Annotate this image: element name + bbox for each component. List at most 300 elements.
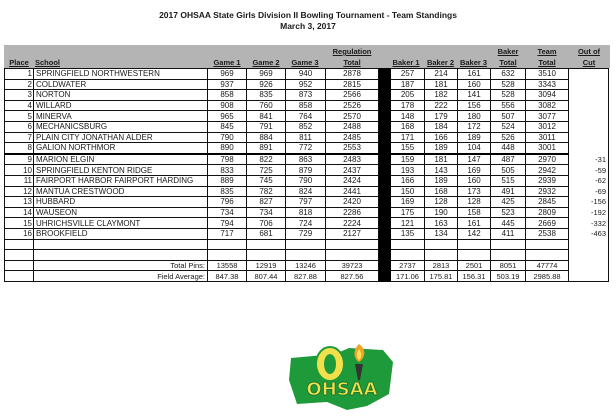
totals-label: Total Pins: — [34, 260, 208, 271]
g3-cell: 811 — [286, 132, 326, 143]
g1-cell: 13558 — [208, 260, 247, 271]
g1-cell: 969 — [208, 69, 247, 80]
team-cell: 3343 — [526, 79, 569, 90]
bt-cell: 632 — [491, 69, 526, 80]
b2-cell: 181 — [425, 79, 458, 90]
out-of-cut-cell — [569, 250, 609, 261]
divider — [379, 175, 391, 186]
g1-cell: 845 — [208, 121, 247, 132]
school-cell: COLDWATER — [34, 79, 208, 90]
b3-cell: 160 — [458, 175, 491, 186]
divider — [379, 121, 391, 132]
g1-cell: 937 — [208, 79, 247, 90]
b3-cell: 104 — [458, 143, 491, 154]
team-cell — [526, 239, 569, 250]
out-of-cut-cell: -156 — [590, 197, 606, 207]
averages-row — [5, 271, 609, 282]
bt-cell: 445 — [491, 218, 526, 229]
b2-cell: 134 — [425, 228, 458, 239]
bt-cell: 8051 — [491, 260, 526, 271]
b1-cell: 150 — [391, 186, 425, 197]
out-of-cut-cell — [569, 260, 609, 271]
team-cell: 2939 — [526, 175, 569, 186]
g3-cell: 818 — [286, 207, 326, 218]
svg-text:OHSAA: OHSAA — [306, 379, 378, 400]
place-cell: 11 — [5, 175, 34, 186]
place-cell — [5, 239, 34, 250]
b1-cell: 166 — [391, 175, 425, 186]
col-header-baker-total-l1: Baker — [497, 47, 519, 56]
b1-cell: 187 — [391, 79, 425, 90]
b1-cell: 148 — [391, 111, 425, 122]
divider — [379, 79, 391, 90]
b3-cell: 161 — [458, 69, 491, 80]
team-cell: 3094 — [526, 90, 569, 101]
b1-cell — [391, 250, 425, 261]
g3-cell: 873 — [286, 90, 326, 101]
b3-cell: 161 — [458, 218, 491, 229]
bt-cell — [491, 250, 526, 261]
col-header-baker2: Baker 2 — [426, 58, 455, 67]
col-header-place: Place — [9, 58, 29, 67]
g3-cell: 824 — [286, 186, 326, 197]
bt-cell: 503.19 — [491, 271, 526, 282]
g1-cell — [208, 239, 247, 250]
g2-cell: 725 — [247, 165, 286, 176]
g3-cell: 797 — [286, 197, 326, 208]
school-cell: GALION NORTHMOR — [34, 143, 208, 154]
g1-cell: 796 — [208, 197, 247, 208]
b2-cell: 143 — [425, 165, 458, 176]
b1-cell: 171 — [391, 132, 425, 143]
reg-cell: 2420 — [326, 197, 379, 208]
divider — [379, 132, 391, 143]
out-of-cut-cell: -69 — [595, 186, 606, 196]
out-of-cut-cell: -62 — [595, 176, 606, 186]
bt-cell: 515 — [491, 175, 526, 186]
team-cell: 3510 — [526, 69, 569, 80]
g2-cell: 706 — [247, 218, 286, 229]
g2-cell: 827 — [247, 197, 286, 208]
reg-cell: 2488 — [326, 121, 379, 132]
g2-cell: 926 — [247, 79, 286, 90]
team-cell: 47774 — [526, 260, 569, 271]
b2-cell: 181 — [425, 154, 458, 165]
b1-cell: 169 — [391, 197, 425, 208]
out-of-cut-cell: -59 — [595, 165, 606, 175]
b2-cell: 190 — [425, 207, 458, 218]
b2-cell: 168 — [425, 186, 458, 197]
place-cell: 1 — [5, 69, 34, 80]
b3-cell: 173 — [458, 186, 491, 197]
b1-cell: 159 — [391, 154, 425, 165]
b3-cell: 128 — [458, 197, 491, 208]
bt-cell: 528 — [491, 79, 526, 90]
place-cell: 13 — [5, 197, 34, 208]
bt-cell: 505 — [491, 165, 526, 176]
b3-cell: 156 — [458, 100, 491, 111]
reg-cell: 2437 — [326, 165, 379, 176]
g2-cell: 822 — [247, 154, 286, 165]
bt-cell: 491 — [491, 186, 526, 197]
table-row — [5, 228, 609, 239]
table-row — [5, 79, 609, 90]
col-header-game3: Game 3 — [291, 58, 319, 67]
col-header-baker1: Baker 1 — [392, 58, 420, 67]
g1-cell: 965 — [208, 111, 247, 122]
standings-table — [4, 68, 609, 282]
bt-cell: 556 — [491, 100, 526, 111]
bt-cell — [491, 239, 526, 250]
g2-cell: 681 — [247, 228, 286, 239]
page-date: March 3, 2017 — [280, 21, 336, 31]
g3-cell: 852 — [286, 121, 326, 132]
g1-cell: 889 — [208, 175, 247, 186]
b1-cell: 2737 — [391, 260, 425, 271]
g3-cell — [286, 239, 326, 250]
b2-cell: 179 — [425, 111, 458, 122]
divider — [379, 239, 391, 250]
b1-cell: 155 — [391, 143, 425, 154]
place-cell: 14 — [5, 207, 34, 218]
g3-cell — [286, 250, 326, 261]
school-cell: SPRINGFIELD KENTON RIDGE — [34, 165, 208, 176]
g2-cell: 791 — [247, 121, 286, 132]
out-of-cut-cell — [569, 121, 609, 132]
school-cell: HUBBARD — [34, 197, 208, 208]
bt-cell: 507 — [491, 111, 526, 122]
col-header-game1: Game 1 — [213, 58, 241, 67]
table-row — [5, 165, 609, 176]
reg-cell: 2485 — [326, 132, 379, 143]
g1-cell: 790 — [208, 132, 247, 143]
out-of-cut-cell — [569, 111, 609, 122]
out-of-cut-cell — [569, 271, 609, 282]
team-cell: 3077 — [526, 111, 569, 122]
team-cell: 2669 — [526, 218, 569, 229]
g3-cell: 729 — [286, 228, 326, 239]
b3-cell: 142 — [458, 228, 491, 239]
g3-cell: 863 — [286, 154, 326, 165]
place-cell: 2 — [5, 79, 34, 90]
reg-cell: 2566 — [326, 90, 379, 101]
school-cell: SPRINGFIELD NORTHWESTERN — [34, 69, 208, 80]
place-cell — [5, 250, 34, 261]
table-row — [5, 143, 609, 154]
page-title: 2017 OHSAA State Girls Division II Bowling Tournament - Team Standings — [159, 10, 457, 20]
school-cell — [34, 250, 208, 261]
divider — [379, 100, 391, 111]
table-row — [5, 132, 609, 143]
blank-row — [5, 250, 609, 261]
b3-cell: 158 — [458, 207, 491, 218]
g2-cell: 12919 — [247, 260, 286, 271]
b3-cell: 172 — [458, 121, 491, 132]
place-cell: 15 — [5, 218, 34, 229]
g1-cell: 794 — [208, 218, 247, 229]
school-cell: PLAIN CITY JONATHAN ALDER — [34, 132, 208, 143]
divider — [379, 165, 391, 176]
g3-cell: 772 — [286, 143, 326, 154]
b2-cell: 166 — [425, 132, 458, 143]
b2-cell: 214 — [425, 69, 458, 80]
reg-cell: 2424 — [326, 175, 379, 186]
g1-cell: 833 — [208, 165, 247, 176]
place-cell: 3 — [5, 90, 34, 101]
divider — [379, 111, 391, 122]
col-header-baker3: Baker 3 — [459, 58, 488, 67]
b2-cell: 189 — [425, 175, 458, 186]
out-of-cut-cell: -463 — [590, 229, 606, 239]
team-cell: 3082 — [526, 100, 569, 111]
g3-cell: 940 — [286, 69, 326, 80]
divider — [379, 228, 391, 239]
team-cell — [526, 250, 569, 261]
col-header-regulation-l1: Regulation — [332, 47, 372, 56]
b1-cell: 121 — [391, 218, 425, 229]
g1-cell: 908 — [208, 100, 247, 111]
divider — [379, 260, 391, 271]
b3-cell: 180 — [458, 111, 491, 122]
reg-cell: 827.56 — [326, 271, 379, 282]
out-of-cut-cell — [569, 132, 609, 143]
g1-cell: 847.38 — [208, 271, 247, 282]
col-header-game2: Game 2 — [252, 58, 280, 67]
place-cell: 12 — [5, 186, 34, 197]
out-of-cut-cell: -31 — [595, 154, 606, 164]
b3-cell: 141 — [458, 90, 491, 101]
team-cell: 3012 — [526, 121, 569, 132]
g3-cell: 724 — [286, 218, 326, 229]
b1-cell: 205 — [391, 90, 425, 101]
divider — [379, 218, 391, 229]
place-cell: 16 — [5, 228, 34, 239]
g2-cell: 807.44 — [247, 271, 286, 282]
table-row — [5, 175, 609, 186]
team-cell: 2970 — [526, 154, 569, 165]
col-header-regulation-l2: Total — [343, 58, 361, 67]
team-cell: 3011 — [526, 132, 569, 143]
school-cell: MECHANICSBURG — [34, 121, 208, 132]
out-of-cut-cell — [569, 100, 609, 111]
bt-cell: 448 — [491, 143, 526, 154]
bt-cell: 487 — [491, 154, 526, 165]
b2-cell: 2813 — [425, 260, 458, 271]
divider — [379, 143, 391, 154]
bt-cell: 528 — [491, 90, 526, 101]
bt-cell: 524 — [491, 121, 526, 132]
table-row — [5, 218, 609, 229]
place-cell: 9 — [5, 154, 34, 165]
b3-cell: 189 — [458, 132, 491, 143]
g1-cell — [208, 250, 247, 261]
b3-cell: 169 — [458, 165, 491, 176]
school-cell: NORTON — [34, 90, 208, 101]
bt-cell: 411 — [491, 228, 526, 239]
totals-row — [5, 260, 609, 271]
school-cell: MARION ELGIN — [34, 154, 208, 165]
g2-cell: 734 — [247, 207, 286, 218]
divider — [379, 207, 391, 218]
g2-cell: 782 — [247, 186, 286, 197]
team-cell: 2845 — [526, 197, 569, 208]
b2-cell: 163 — [425, 218, 458, 229]
b2-cell: 182 — [425, 90, 458, 101]
b2-cell: 128 — [425, 197, 458, 208]
g2-cell — [247, 250, 286, 261]
bt-cell: 425 — [491, 197, 526, 208]
divider — [379, 69, 391, 80]
g2-cell — [247, 239, 286, 250]
b3-cell — [458, 250, 491, 261]
out-of-cut-cell — [569, 69, 609, 80]
divider — [379, 154, 391, 165]
b1-cell: 135 — [391, 228, 425, 239]
g3-cell: 13246 — [286, 260, 326, 271]
reg-cell: 2441 — [326, 186, 379, 197]
b2-cell: 189 — [425, 143, 458, 154]
table-row — [5, 90, 609, 101]
reg-cell: 2815 — [326, 79, 379, 90]
out-of-cut-cell: -332 — [590, 218, 606, 228]
ohsaa-logo — [283, 340, 401, 416]
col-header-team-total-l1: Team — [537, 47, 557, 56]
b1-cell — [391, 239, 425, 250]
table-row — [5, 197, 609, 208]
reg-cell: 2127 — [326, 228, 379, 239]
school-cell: BROOKFIELD — [34, 228, 208, 239]
team-cell: 2809 — [526, 207, 569, 218]
place-cell: 6 — [5, 121, 34, 132]
reg-cell: 2570 — [326, 111, 379, 122]
divider — [379, 250, 391, 261]
out-of-cut-cell: -192 — [590, 208, 606, 218]
b3-cell: 2501 — [458, 260, 491, 271]
g2-cell: 891 — [247, 143, 286, 154]
col-header-baker-total-l2: Total — [499, 58, 517, 67]
place-cell: 5 — [5, 111, 34, 122]
g1-cell: 858 — [208, 90, 247, 101]
g2-cell: 745 — [247, 175, 286, 186]
school-cell: FAIRPORT HARBOR FAIRPORT HARDING — [34, 175, 208, 186]
team-cell: 3001 — [526, 143, 569, 154]
g1-cell: 835 — [208, 186, 247, 197]
school-cell: MINERVA — [34, 111, 208, 122]
col-header-cut-l2: Cut — [582, 58, 596, 67]
out-of-cut-cell — [569, 143, 609, 154]
g1-cell: 890 — [208, 143, 247, 154]
table-row — [5, 111, 609, 122]
averages-label: Field Average: — [34, 271, 208, 282]
reg-cell: 2526 — [326, 100, 379, 111]
reg-cell — [326, 250, 379, 261]
school-cell: WILLARD — [34, 100, 208, 111]
place-cell: 7 — [5, 132, 34, 143]
school-cell: UHRICHSVILLE CLAYMONT — [34, 218, 208, 229]
table-row — [5, 186, 609, 197]
team-cell: 2942 — [526, 165, 569, 176]
out-of-cut-cell — [569, 90, 609, 101]
b1-cell: 175 — [391, 207, 425, 218]
table-row — [5, 154, 609, 165]
blank-row — [5, 239, 609, 250]
school-cell: MANTUA CRESTWOOD — [34, 186, 208, 197]
reg-cell: 2483 — [326, 154, 379, 165]
g2-cell: 969 — [247, 69, 286, 80]
school-cell — [34, 239, 208, 250]
reg-cell: 2224 — [326, 218, 379, 229]
col-header-team-total-l2: Total — [538, 58, 556, 67]
place-cell — [5, 260, 34, 271]
b1-cell: 193 — [391, 165, 425, 176]
g3-cell: 764 — [286, 111, 326, 122]
bt-cell: 526 — [491, 132, 526, 143]
out-of-cut-cell — [569, 239, 609, 250]
b2-cell: 184 — [425, 121, 458, 132]
table-row — [5, 121, 609, 132]
place-cell: 8 — [5, 143, 34, 154]
g3-cell: 952 — [286, 79, 326, 90]
b2-cell — [425, 239, 458, 250]
table-row — [5, 69, 609, 80]
b1-cell: 168 — [391, 121, 425, 132]
g2-cell: 884 — [247, 132, 286, 143]
reg-cell: 2553 — [326, 143, 379, 154]
b2-cell — [425, 250, 458, 261]
g1-cell: 734 — [208, 207, 247, 218]
out-of-cut-cell — [569, 79, 609, 90]
b2-cell: 175.81 — [425, 271, 458, 282]
g2-cell: 841 — [247, 111, 286, 122]
b1-cell: 171.06 — [391, 271, 425, 282]
g1-cell: 717 — [208, 228, 247, 239]
b3-cell: 156.31 — [458, 271, 491, 282]
b3-cell: 160 — [458, 79, 491, 90]
divider — [379, 186, 391, 197]
table-row — [5, 207, 609, 218]
reg-cell: 2286 — [326, 207, 379, 218]
divider — [379, 271, 391, 282]
reg-cell: 2878 — [326, 69, 379, 80]
team-cell: 2985.88 — [526, 271, 569, 282]
divider — [379, 90, 391, 101]
team-cell: 2932 — [526, 186, 569, 197]
g3-cell: 827.88 — [286, 271, 326, 282]
g2-cell: 760 — [247, 100, 286, 111]
b1-cell: 178 — [391, 100, 425, 111]
g2-cell: 835 — [247, 90, 286, 101]
b3-cell: 147 — [458, 154, 491, 165]
g3-cell: 858 — [286, 100, 326, 111]
b3-cell — [458, 239, 491, 250]
divider — [379, 197, 391, 208]
b2-cell: 222 — [425, 100, 458, 111]
place-cell — [5, 271, 34, 282]
reg-cell: 39723 — [326, 260, 379, 271]
col-header-school: School — [35, 58, 61, 67]
bt-cell: 523 — [491, 207, 526, 218]
b1-cell: 257 — [391, 69, 425, 80]
reg-cell — [326, 239, 379, 250]
place-cell: 4 — [5, 100, 34, 111]
g3-cell: 879 — [286, 165, 326, 176]
school-cell: WAUSEON — [34, 207, 208, 218]
col-header-cut-l1: Out of — [577, 47, 601, 56]
g1-cell: 798 — [208, 154, 247, 165]
table-row — [5, 100, 609, 111]
place-cell: 10 — [5, 165, 34, 176]
team-cell: 2538 — [526, 228, 569, 239]
